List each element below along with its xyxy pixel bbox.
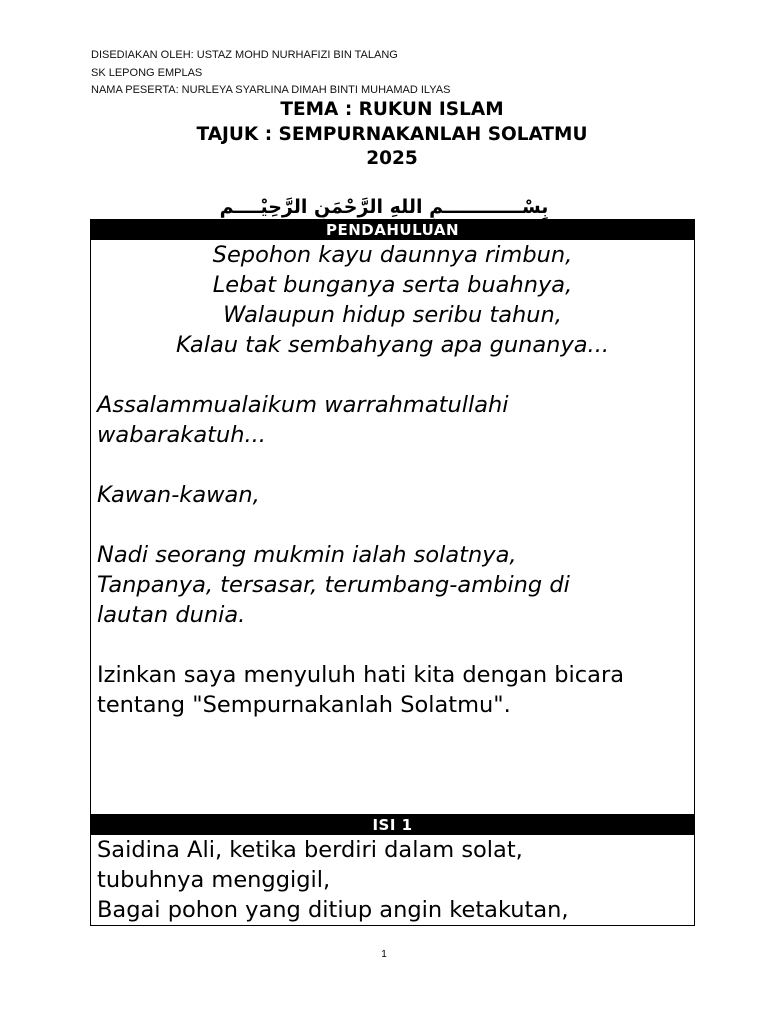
section-header-pendahuluan: PENDAHULUAN xyxy=(91,220,694,240)
address-line: Kawan-kawan, xyxy=(97,482,260,508)
isi-line: Bagai pohon yang ditiup angin ketakutan, xyxy=(97,897,569,923)
isi-line: tubuhnya menggigil, xyxy=(97,867,331,893)
topic-title: TAJUK : SEMPURNAKANLAH SOLATMU xyxy=(196,123,588,145)
verse xyxy=(97,540,688,630)
pantun xyxy=(97,240,688,360)
page-number: 1 xyxy=(381,949,387,960)
intro-line: tentang "Sempurnakanlah Solatmu". xyxy=(97,692,511,718)
verse-line: Nadi seorang mukmin ialah solatnya, xyxy=(97,542,517,568)
isi-line: Saidina Ali, ketika berdiri dalam solat, xyxy=(97,837,523,863)
verse-line: Tanpanya, tersasar, terumbang-ambing di xyxy=(97,572,570,598)
section-body-pendahuluan xyxy=(91,240,694,815)
speech-table xyxy=(90,219,695,926)
bismillah-text: بِسْــــــــــــمِ اللهِ الرَّحْمَنِ الرَّحِيْــــم xyxy=(219,196,549,218)
pantun-line: Sepohon kayu daunnya rimbun, xyxy=(212,242,573,268)
year-title: 2025 xyxy=(366,148,418,169)
title-block xyxy=(0,98,768,172)
greeting-line: wabarakatuh... xyxy=(97,422,266,448)
verse-line: lautan dunia. xyxy=(97,602,246,628)
school-name: SK LEPONG EMPLAS xyxy=(91,66,203,79)
pantun-line: Lebat bunganya serta buahnya, xyxy=(212,272,573,298)
section-header-isi-1: ISI 1 xyxy=(91,815,694,835)
pantun-line: Kalau tak sembahyang apa gunanya... xyxy=(175,332,609,358)
participant-name: NAMA PESERTA: NURLEYA SYARLINA DIMAH BINTI MUHAMAD ILYAS xyxy=(91,84,451,96)
prepared-by: DISEDIAKAN OLEH: USTAZ MOHD NURHAFIZI BIN TALANG xyxy=(91,49,398,61)
document-meta xyxy=(91,47,450,100)
intro-line: Izinkan saya menyuluh hati kita dengan bicara xyxy=(97,662,624,688)
section-body-isi-1 xyxy=(91,835,694,925)
intro-paragraph xyxy=(97,660,688,720)
pantun-line: Walaupun hidup seribu tahun, xyxy=(223,302,562,328)
theme-title: TEMA : RUKUN ISLAM xyxy=(280,99,504,120)
greeting-line: Assalammualaikum warrahmatullahi xyxy=(97,392,509,418)
greeting xyxy=(97,390,688,450)
